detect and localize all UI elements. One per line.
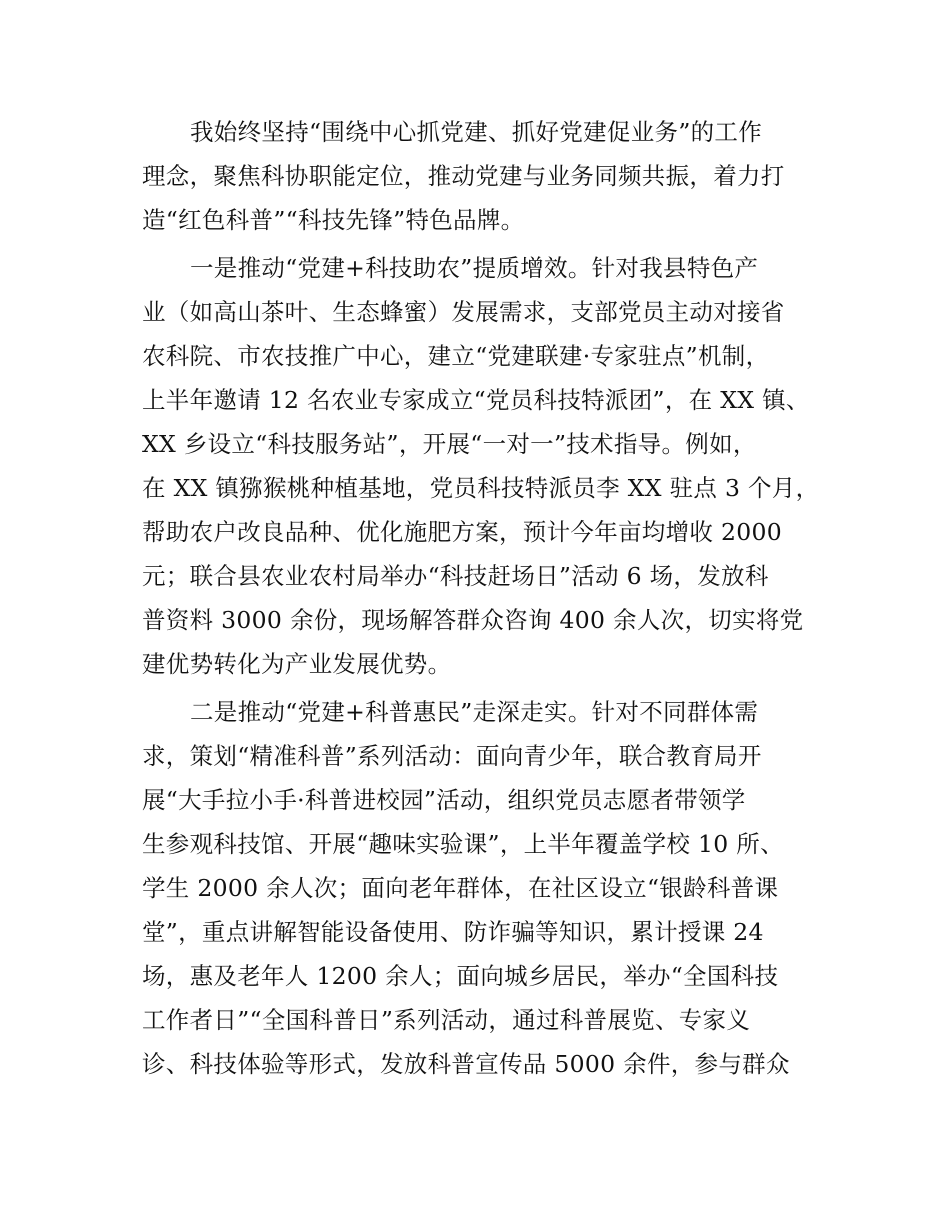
text-line: 业（如高山茶叶、生态蜂蜜）发展需求，支部党员主动对接省 — [142, 298, 785, 326]
text-line: 帮助农户改良品种、优化施肥方案，预计今年亩均增收 2000 — [142, 518, 782, 546]
text-line: 二是推动“党建+科普惠民”走深走实。针对不同群体需 — [190, 698, 759, 726]
text-line: 普资料 3000 余份，现场解答群众咨询 400 余人次，切实将党 — [142, 606, 804, 634]
text-line: 堂”，重点讲解智能设备使用、防诈骗等知识，累计授课 24 — [142, 918, 764, 946]
text-line: 诊、科技体验等形式，发放科普宣传品 5000 余件，参与群众 — [142, 1050, 790, 1078]
paragraph-party-building-philosophy — [142, 110, 822, 242]
text-line: 我始终坚持“围绕中心抓党建、抓好党建促业务”的工作 — [190, 118, 763, 146]
text-line: 生参观科技馆、开展“趣味实验课”，上半年覆盖学校 10 所、 — [142, 830, 784, 858]
text-line: 学生 2000 余人次；面向老年群体，在社区设立“银龄科普课 — [142, 874, 779, 902]
text-line: 工作者日”“全国科普日”系列活动，通过科普展览、专家义 — [142, 1006, 751, 1034]
paragraph-science-popularization — [142, 690, 822, 1086]
text-line: 场，惠及老年人 1200 余人；面向城乡居民，举办“全国科技 — [142, 962, 779, 990]
text-line: 求，策划“精准科普”系列活动：面向青少年，联合教育局开 — [142, 742, 762, 770]
text-line: 理念，聚焦科协职能定位，推动党建与业务同频共振，着力打 — [142, 162, 785, 190]
document-body — [142, 110, 822, 1086]
text-line: 一是推动“党建+科技助农”提质增效。针对我县特色产 — [190, 254, 759, 282]
paragraph-tech-agriculture — [142, 246, 822, 686]
text-line: 造“红色科普”“科技先锋”特色品牌。 — [142, 206, 525, 234]
text-line: XX 乡设立“科技服务站”，开展“一对一”技术指导。例如， — [142, 430, 757, 458]
text-line: 展“大手拉小手·科普进校园”活动，组织党员志愿者带领学 — [142, 786, 746, 814]
text-line: 上半年邀请 12 名农业专家成立“党员科技特派团”，在 XX 镇、 — [142, 386, 810, 414]
text-line: 建优势转化为产业发展优势。 — [142, 650, 452, 678]
text-line: 元；联合县农业农村局举办“科技赶场日”活动 6 场，发放科 — [142, 562, 769, 590]
text-line: 在 XX 镇猕猴桃种植基地，党员科技特派员李 XX 驻点 3 个月， — [142, 474, 820, 502]
text-line: 农科院、市农技推广中心，建立“党建联建·专家驻点”机制， — [142, 342, 770, 370]
